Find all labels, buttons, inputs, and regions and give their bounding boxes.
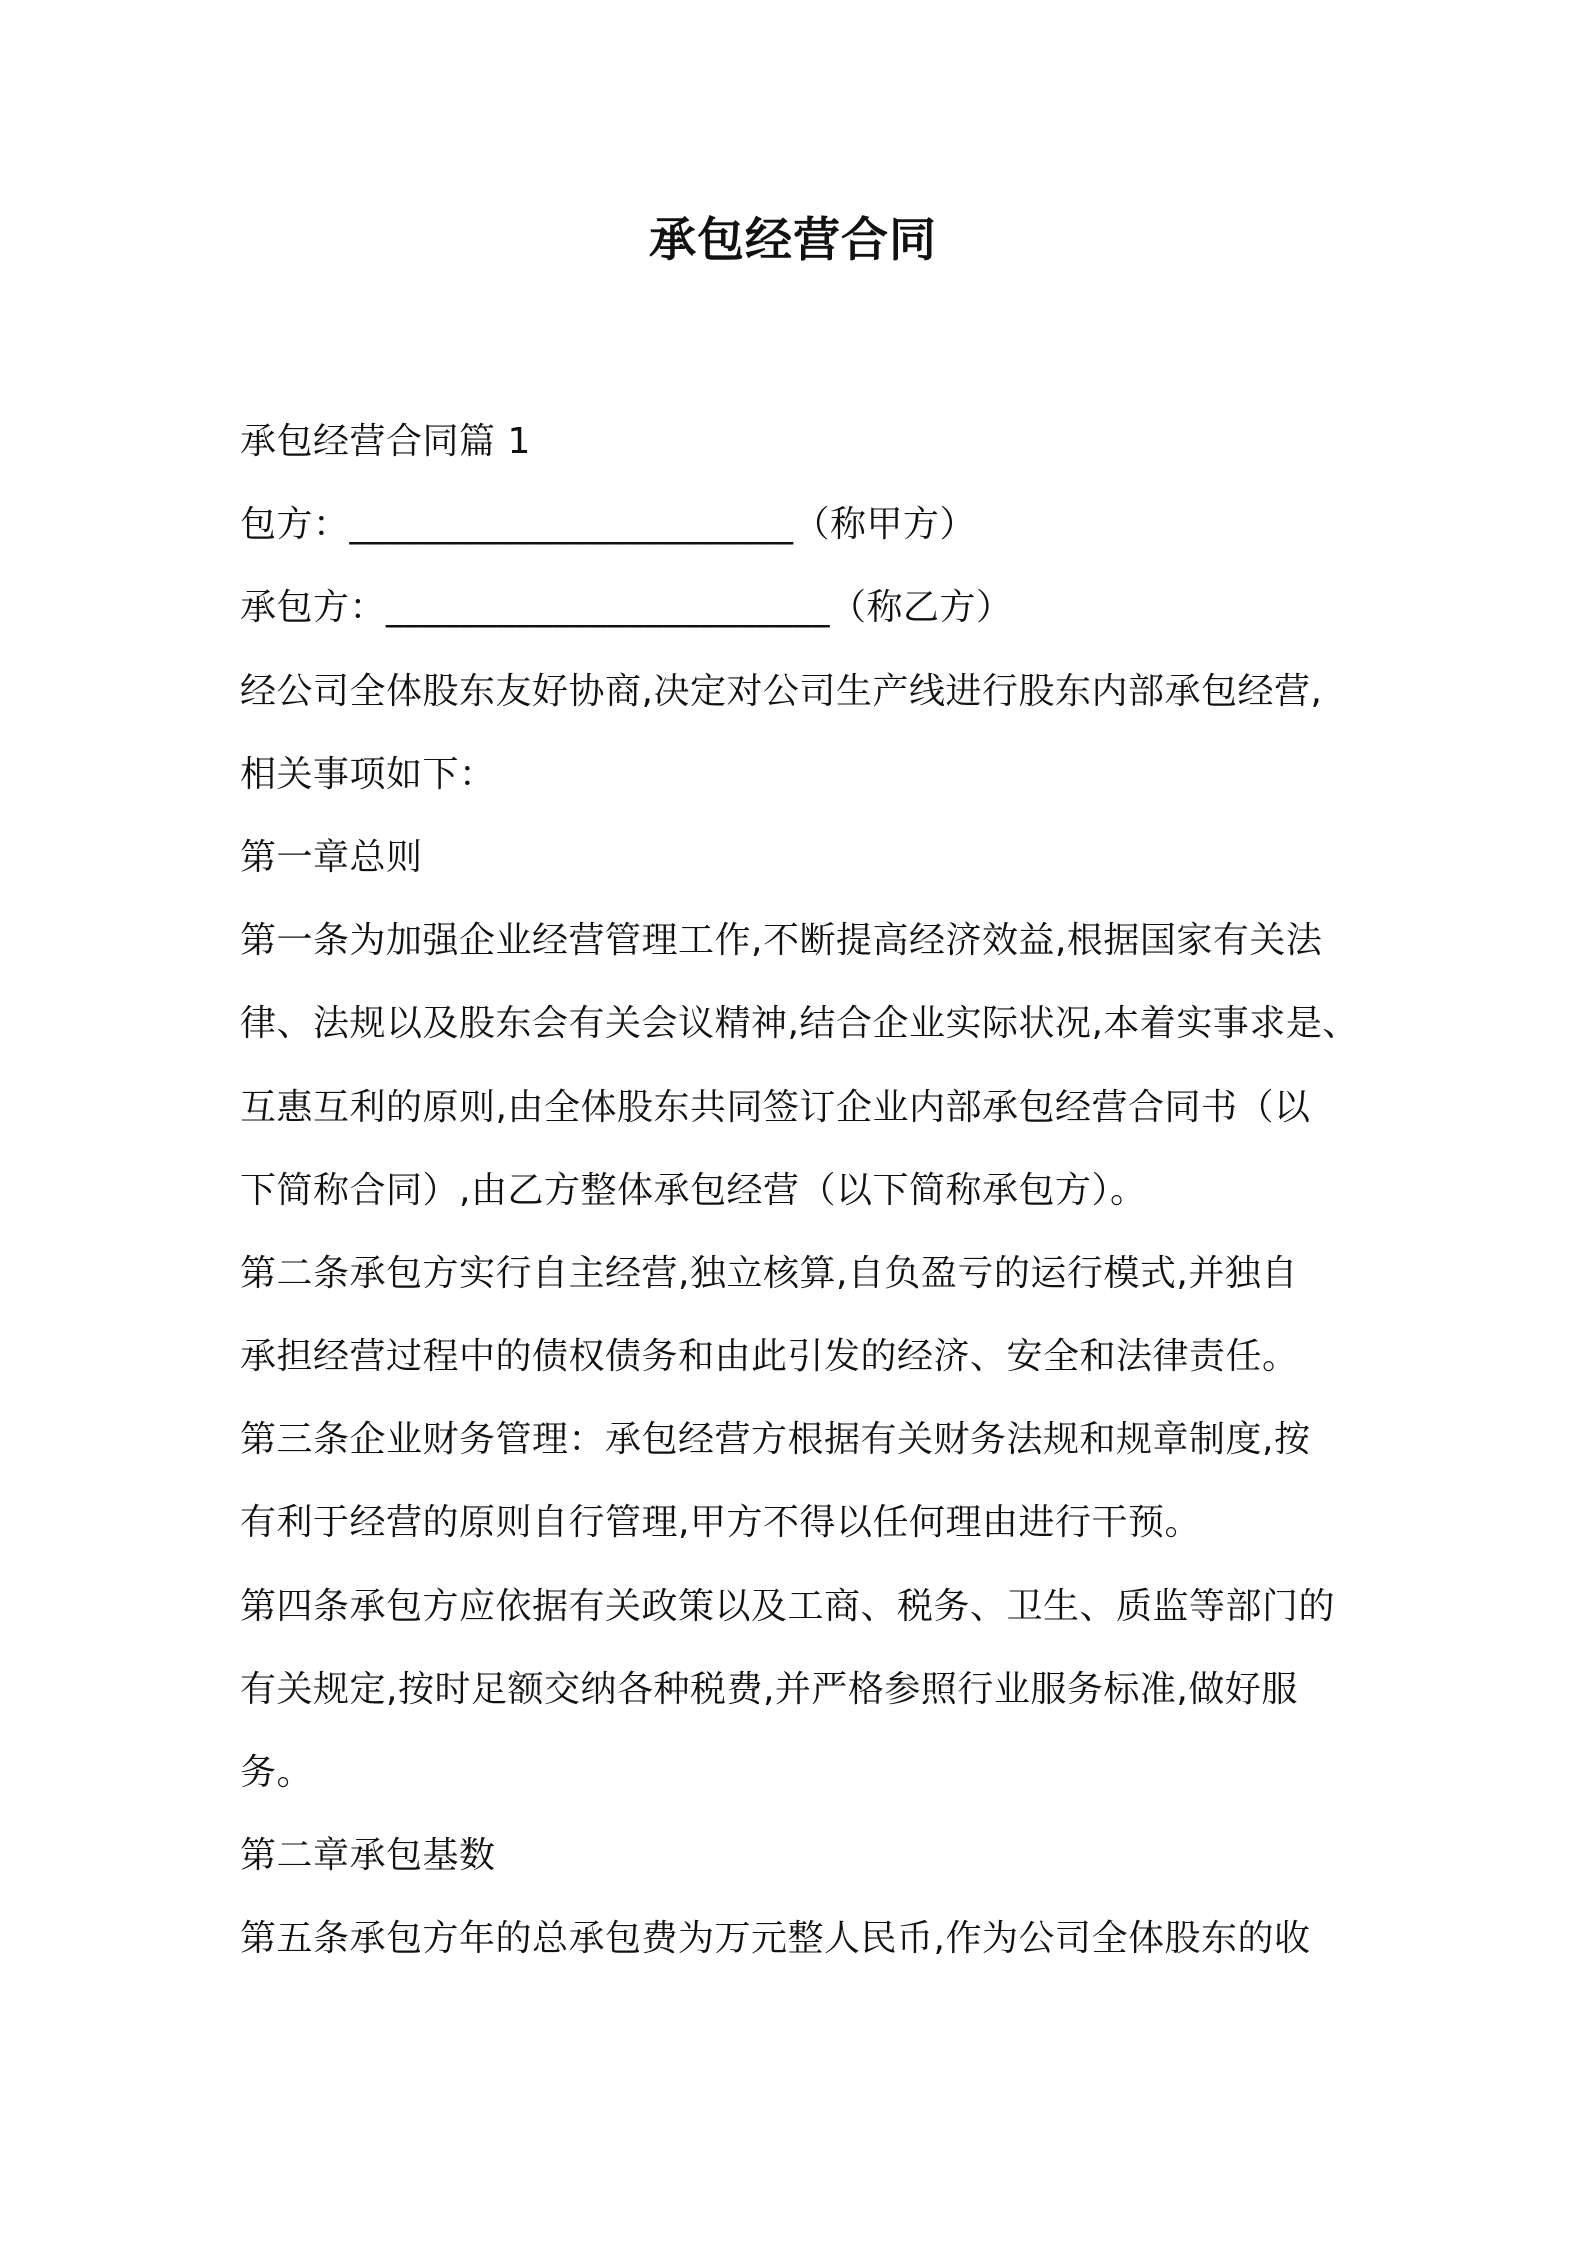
- chapter-heading: 第一章总则: [240, 836, 423, 878]
- paragraph-line: 律、法规以及股东会有关会议精神,结合企业实际状况,本着实事求是、: [240, 1003, 1359, 1045]
- paragraph-line: 务。: [240, 1752, 314, 1793]
- chapter-heading: 第二章承包基数: [240, 1835, 496, 1877]
- paragraph-line: 第四条承包方应依据有关政策以及工商、税务、卫生、质监等部门的: [240, 1585, 1336, 1627]
- paragraph-line: 相关事项如下：: [240, 753, 496, 795]
- paragraph-line: 有利于经营的原则自行管理,甲方不得以任何理由进行干预。: [240, 1502, 1201, 1544]
- party-b-line: 承包方：________________________（称乙方）: [240, 587, 1013, 629]
- paragraph-line: 承担经营过程中的债权债务和由此引发的经济、安全和法律责任。: [240, 1336, 1299, 1378]
- paragraph-line: 有关规定,按时足额交纳各种税费,并严格参照行业服务标准,做好服: [240, 1668, 1298, 1710]
- paragraph-line: 第三条企业财务管理：承包经营方根据有关财务法规和规章制度,按: [240, 1419, 1311, 1461]
- paragraph-line: 第二条承包方实行自主经营,独立核算,自负盈亏的运行模式,并独自: [240, 1252, 1298, 1294]
- party-a-line: 包方：________________________（称甲方）: [240, 504, 977, 546]
- section-heading-contract-1: 承包经营合同篇 1: [240, 421, 531, 462]
- paragraph-line: 互惠互利的原则,由全体股东共同签订企业内部承包经营合同书（以: [240, 1086, 1311, 1128]
- paragraph-line: 第一条为加强企业经营管理工作,不断提高经济效益,根据国家有关法: [240, 920, 1323, 962]
- document-body: [240, 400, 1370, 1981]
- paragraph-line: 经公司全体股东友好协商,决定对公司生产线进行股东内部承包经营,: [240, 670, 1323, 712]
- paragraph-line: 下简称合同）,由乙方整体承包经营（以下简称承包方）。: [240, 1169, 1147, 1211]
- document-title: 承包经营合同: [649, 213, 937, 268]
- paragraph-line: 第五条承包方年的总承包费为万元整人民币,作为公司全体股东的收: [240, 1918, 1311, 1960]
